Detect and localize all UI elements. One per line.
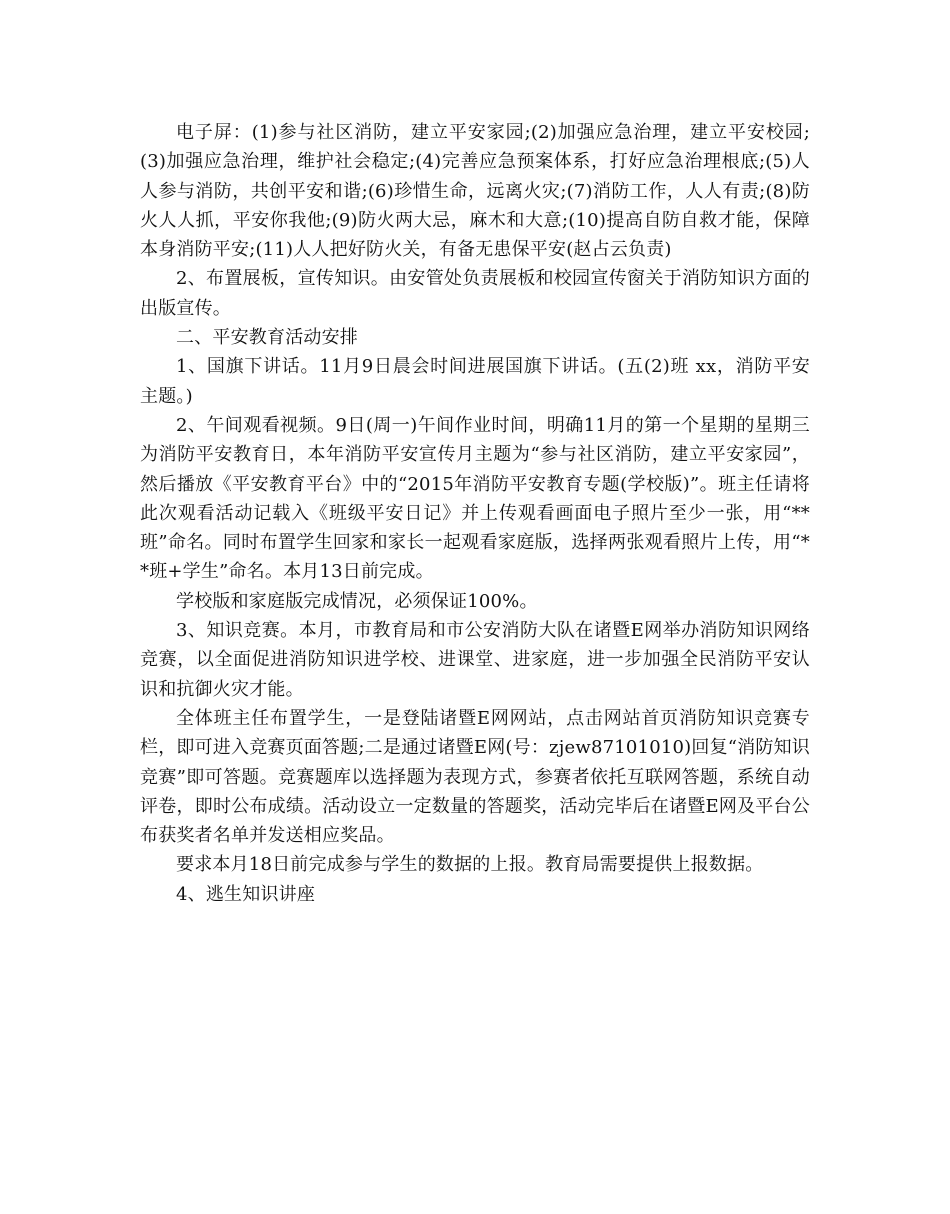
- paragraph-completion-rate: 学校版和家庭版完成情况，必须保证100%。: [176, 590, 538, 612]
- paragraph-noon-video: 2、午间观看视频。9日(周一)午间作业时间，明确11月的第一个星期的星期三为消防平安教育日，本年消防平安宣传月主题为“参与社区消防，建立平安家园”，然后播放《平安教育平台》中的“2015年消防平安教育专题(学校版)”。班主任请将此次观看活动记载入《班级平安日记》并上传观看画面电子照片至少一张，用“**班”命名。同时布置学生回家和家长一起观看家庭版，选择两张观看照片上传，用“**班+学生”命名。本月13日前完成。: [140, 414, 810, 583]
- document-body: [140, 118, 810, 909]
- section-heading-safety-activities: 二、平安教育活动安排: [176, 327, 358, 349]
- paragraph-electronic-screen-slogans: 电子屏：(1)参与社区消防，建立平安家园;(2)加强应急治理，建立平安校园;(3)加强应急治理，维护社会稳定;(4)完善应急预案体系，打好应急治理根底;(5)人人参与消防，共创平安和谐;(6)珍惜生命，远离火灾;(7)消防工作，人人有责;(8)防火人人抓，平安你我他;(9)防火两大忌，麻木和大意;(10)提高自防自救才能，保障本身消防平安;(11)人人把好防火关，有备无患保平安(赵占云负责): [140, 122, 810, 261]
- paragraph-data-deadline: 要求本月18日前完成参与学生的数据的上报。教育局需要提供上报数据。: [176, 854, 764, 876]
- paragraph-knowledge-contest: 3、知识竞赛。本月，市教育局和市公安消防大队在诸暨E网举办消防知识网络竞赛，以全面促进消防知识进学校、进课堂、进家庭，进一步加强全民消防平安认识和抗御火灾才能。: [140, 620, 810, 700]
- paragraph-flag-speech: 1、国旗下讲话。11月9日晨会时间进展国旗下讲话。(五(2)班 xx，消防平安主题。): [140, 356, 810, 407]
- paragraph-escape-lecture: 4、逃生知识讲座: [176, 883, 316, 905]
- paragraph-display-boards: 2、布置展板，宣传知识。由安管处负责展板和校园宣传窗关于消防知识方面的出版宣传。: [140, 268, 810, 319]
- paragraph-contest-instructions: 全体班主任布置学生，一是登陆诸暨E网网站，点击网站首页消防知识竞赛专栏，即可进入竞赛页面答题;二是通过诸暨E网(号：zjew87101010)回复“消防知识竞赛”即可答题。竞赛题库以选择题为表现方式，参赛者依托互联网答题，系统自动评卷，即时公布成绩。活动设立一定数量的答题奖，活动完毕后在诸暨E网及平台公布获奖者名单并发送相应奖品。: [140, 707, 810, 847]
